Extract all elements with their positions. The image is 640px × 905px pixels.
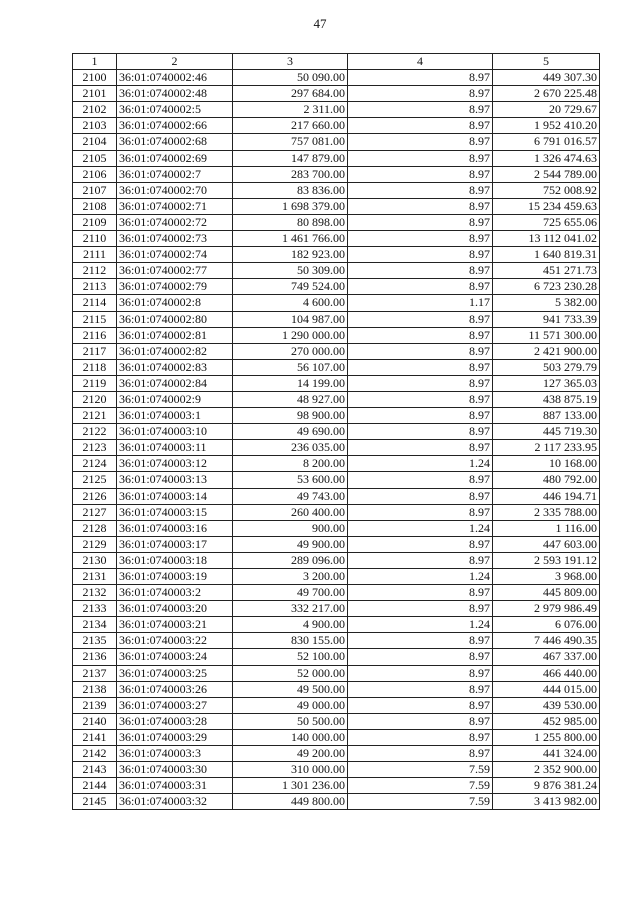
row-number-cell: 2119 (73, 375, 117, 391)
value-cell: 2 544 789.00 (493, 166, 600, 182)
row-number-cell: 2100 (73, 70, 117, 86)
row-number-cell: 2140 (73, 713, 117, 729)
row-number-cell: 2127 (73, 504, 117, 520)
rate-cell: 8.97 (348, 279, 493, 295)
value-cell: 6 723 230.28 (493, 279, 600, 295)
row-number-cell: 2129 (73, 536, 117, 552)
value-cell: 20 729.67 (493, 102, 600, 118)
table-row (73, 488, 600, 504)
value-cell: 2 421 900.00 (493, 343, 600, 359)
area-cell: 310 000.00 (233, 762, 348, 778)
area-cell: 297 684.00 (233, 86, 348, 102)
area-cell: 50 500.00 (233, 713, 348, 729)
table-row (73, 697, 600, 713)
value-cell: 10 168.00 (493, 456, 600, 472)
rate-cell: 8.97 (348, 86, 493, 102)
cadastral-number-cell: 36:01:0740003:27 (117, 697, 233, 713)
area-cell: 260 400.00 (233, 504, 348, 520)
rate-cell: 8.97 (348, 585, 493, 601)
area-cell: 749 524.00 (233, 279, 348, 295)
cadastral-number-cell: 36:01:0740003:12 (117, 456, 233, 472)
cadastral-number-cell: 36:01:0740002:72 (117, 214, 233, 230)
table-row (73, 601, 600, 617)
area-cell: 289 096.00 (233, 552, 348, 568)
cadastral-number-cell: 36:01:0740002:68 (117, 134, 233, 150)
rate-cell: 8.97 (348, 729, 493, 745)
value-cell: 5 382.00 (493, 295, 600, 311)
cadastral-number-cell: 36:01:0740003:22 (117, 633, 233, 649)
column-header-4: 4 (348, 54, 493, 70)
row-number-cell: 2138 (73, 681, 117, 697)
row-number-cell: 2124 (73, 456, 117, 472)
value-cell: 467 337.00 (493, 649, 600, 665)
rate-cell: 1.24 (348, 456, 493, 472)
table-row (73, 520, 600, 536)
table-row (73, 198, 600, 214)
rate-cell: 8.97 (348, 263, 493, 279)
value-cell: 445 719.30 (493, 424, 600, 440)
rate-cell: 8.97 (348, 247, 493, 263)
value-cell: 2 670 225.48 (493, 86, 600, 102)
area-cell: 757 081.00 (233, 134, 348, 150)
table-row (73, 375, 600, 391)
table-row (73, 569, 600, 585)
row-number-cell: 2135 (73, 633, 117, 649)
table-row (73, 214, 600, 230)
value-cell: 1 116.00 (493, 520, 600, 536)
row-number-cell: 2113 (73, 279, 117, 295)
cadastral-number-cell: 36:01:0740002:80 (117, 311, 233, 327)
area-cell: 147 879.00 (233, 150, 348, 166)
cadastral-number-cell: 36:01:0740003:13 (117, 472, 233, 488)
rate-cell: 8.97 (348, 552, 493, 568)
rate-cell: 1.24 (348, 617, 493, 633)
area-cell: 80 898.00 (233, 214, 348, 230)
value-cell: 438 875.19 (493, 391, 600, 407)
area-cell: 3 200.00 (233, 569, 348, 585)
value-cell: 3 413 982.00 (493, 794, 600, 810)
table-row (73, 472, 600, 488)
table-row (73, 166, 600, 182)
cadastral-number-cell: 36:01:0740002:8 (117, 295, 233, 311)
table-row (73, 408, 600, 424)
row-number-cell: 2107 (73, 182, 117, 198)
cadastral-number-cell: 36:01:0740003:15 (117, 504, 233, 520)
table-row (73, 327, 600, 343)
row-number-cell: 2114 (73, 295, 117, 311)
cadastral-number-cell: 36:01:0740003:28 (117, 713, 233, 729)
cadastral-number-cell: 36:01:0740002:7 (117, 166, 233, 182)
rate-cell: 8.97 (348, 649, 493, 665)
cadastral-number-cell: 36:01:0740002:79 (117, 279, 233, 295)
row-number-cell: 2101 (73, 86, 117, 102)
table-row (73, 279, 600, 295)
cadastral-number-cell: 36:01:0740002:71 (117, 198, 233, 214)
area-cell: 53 600.00 (233, 472, 348, 488)
area-cell: 4 900.00 (233, 617, 348, 633)
table-row (73, 536, 600, 552)
rate-cell: 1.17 (348, 295, 493, 311)
cadastral-number-cell: 36:01:0740003:10 (117, 424, 233, 440)
value-cell: 3 968.00 (493, 569, 600, 585)
value-cell: 2 979 986.49 (493, 601, 600, 617)
table-row (73, 263, 600, 279)
table-row (73, 778, 600, 794)
value-cell: 127 365.03 (493, 375, 600, 391)
rate-cell: 7.59 (348, 778, 493, 794)
area-cell: 14 199.00 (233, 375, 348, 391)
value-cell: 480 792.00 (493, 472, 600, 488)
table-row (73, 440, 600, 456)
rate-cell: 8.97 (348, 166, 493, 182)
value-cell: 2 117 233.95 (493, 440, 600, 456)
row-number-cell: 2109 (73, 214, 117, 230)
cadastral-number-cell: 36:01:0740003:2 (117, 585, 233, 601)
area-cell: 104 987.00 (233, 311, 348, 327)
value-cell: 449 307.30 (493, 70, 600, 86)
area-cell: 48 927.00 (233, 391, 348, 407)
area-cell: 83 836.00 (233, 182, 348, 198)
rate-cell: 7.59 (348, 794, 493, 810)
rate-cell: 8.97 (348, 231, 493, 247)
row-number-cell: 2133 (73, 601, 117, 617)
value-cell: 444 015.00 (493, 681, 600, 697)
row-number-cell: 2112 (73, 263, 117, 279)
cadastral-number-cell: 36:01:0740002:46 (117, 70, 233, 86)
cadastral-number-cell: 36:01:0740003:25 (117, 665, 233, 681)
rate-cell: 8.97 (348, 375, 493, 391)
rate-cell: 8.97 (348, 359, 493, 375)
value-cell: 941 733.39 (493, 311, 600, 327)
rate-cell: 8.97 (348, 536, 493, 552)
rate-cell: 8.97 (348, 681, 493, 697)
column-header-1: 1 (73, 54, 117, 70)
table-row (73, 295, 600, 311)
rate-cell: 8.97 (348, 440, 493, 456)
table-row (73, 391, 600, 407)
cadastral-number-cell: 36:01:0740002:82 (117, 343, 233, 359)
area-cell: 49 900.00 (233, 536, 348, 552)
value-cell: 503 279.79 (493, 359, 600, 375)
row-number-cell: 2111 (73, 247, 117, 263)
rate-cell: 8.97 (348, 327, 493, 343)
value-cell: 15 234 459.63 (493, 198, 600, 214)
cadastral-number-cell: 36:01:0740003:29 (117, 729, 233, 745)
area-cell: 332 217.00 (233, 601, 348, 617)
cadastral-number-cell: 36:01:0740003:16 (117, 520, 233, 536)
area-cell: 236 035.00 (233, 440, 348, 456)
value-cell: 445 809.00 (493, 585, 600, 601)
area-cell: 8 200.00 (233, 456, 348, 472)
area-cell: 52 100.00 (233, 649, 348, 665)
rate-cell: 8.97 (348, 182, 493, 198)
data-table (72, 53, 600, 810)
row-number-cell: 2145 (73, 794, 117, 810)
table-row (73, 633, 600, 649)
table-row (73, 70, 600, 86)
rate-cell: 7.59 (348, 762, 493, 778)
area-cell: 217 660.00 (233, 118, 348, 134)
value-cell: 441 324.00 (493, 746, 600, 762)
table-row (73, 102, 600, 118)
cadastral-number-cell: 36:01:0740003:18 (117, 552, 233, 568)
table-row (73, 504, 600, 520)
table-row (73, 150, 600, 166)
table-row (73, 746, 600, 762)
area-cell: 270 000.00 (233, 343, 348, 359)
cadastral-number-cell: 36:01:0740002:9 (117, 391, 233, 407)
rate-cell: 8.97 (348, 697, 493, 713)
table-row (73, 713, 600, 729)
value-cell: 7 446 490.35 (493, 633, 600, 649)
rate-cell: 1.24 (348, 520, 493, 536)
table-row (73, 424, 600, 440)
row-number-cell: 2134 (73, 617, 117, 633)
table-row (73, 343, 600, 359)
cadastral-number-cell: 36:01:0740002:81 (117, 327, 233, 343)
table-body (73, 70, 600, 810)
row-number-cell: 2125 (73, 472, 117, 488)
rate-cell: 8.97 (348, 472, 493, 488)
value-cell: 725 655.06 (493, 214, 600, 230)
rate-cell: 8.97 (348, 391, 493, 407)
rate-cell: 8.97 (348, 102, 493, 118)
table-row (73, 118, 600, 134)
area-cell: 4 600.00 (233, 295, 348, 311)
row-number-cell: 2116 (73, 327, 117, 343)
table-header-row (73, 54, 600, 70)
row-number-cell: 2141 (73, 729, 117, 745)
cadastral-number-cell: 36:01:0740003:21 (117, 617, 233, 633)
rate-cell: 8.97 (348, 311, 493, 327)
rate-cell: 8.97 (348, 488, 493, 504)
rate-cell: 8.97 (348, 408, 493, 424)
area-cell: 182 923.00 (233, 247, 348, 263)
value-cell: 6 076.00 (493, 617, 600, 633)
area-cell: 98 900.00 (233, 408, 348, 424)
cadastral-number-cell: 36:01:0740002:48 (117, 86, 233, 102)
row-number-cell: 2130 (73, 552, 117, 568)
value-cell: 447 603.00 (493, 536, 600, 552)
row-number-cell: 2132 (73, 585, 117, 601)
rate-cell: 8.97 (348, 134, 493, 150)
table-row (73, 794, 600, 810)
row-number-cell: 2137 (73, 665, 117, 681)
row-number-cell: 2131 (73, 569, 117, 585)
cadastral-number-cell: 36:01:0740003:1 (117, 408, 233, 424)
table-row (73, 456, 600, 472)
rate-cell: 8.97 (348, 343, 493, 359)
value-cell: 11 571 300.00 (493, 327, 600, 343)
table-row (73, 585, 600, 601)
cadastral-number-cell: 36:01:0740003:17 (117, 536, 233, 552)
row-number-cell: 2120 (73, 391, 117, 407)
rate-cell: 8.97 (348, 198, 493, 214)
row-number-cell: 2110 (73, 231, 117, 247)
cadastral-number-cell: 36:01:0740003:26 (117, 681, 233, 697)
cadastral-number-cell: 36:01:0740003:14 (117, 488, 233, 504)
table-row (73, 247, 600, 263)
cadastral-number-cell: 36:01:0740002:70 (117, 182, 233, 198)
value-cell: 446 194.71 (493, 488, 600, 504)
value-cell: 439 530.00 (493, 697, 600, 713)
row-number-cell: 2118 (73, 359, 117, 375)
table-row (73, 231, 600, 247)
table-row (73, 762, 600, 778)
row-number-cell: 2122 (73, 424, 117, 440)
row-number-cell: 2103 (73, 118, 117, 134)
area-cell: 49 690.00 (233, 424, 348, 440)
value-cell: 1 952 410.20 (493, 118, 600, 134)
rate-cell: 8.97 (348, 70, 493, 86)
area-cell: 2 311.00 (233, 102, 348, 118)
table-row (73, 552, 600, 568)
area-cell: 1 461 766.00 (233, 231, 348, 247)
row-number-cell: 2121 (73, 408, 117, 424)
area-cell: 49 700.00 (233, 585, 348, 601)
rate-cell: 8.97 (348, 746, 493, 762)
row-number-cell: 2144 (73, 778, 117, 794)
area-cell: 49 500.00 (233, 681, 348, 697)
cadastral-number-cell: 36:01:0740003:11 (117, 440, 233, 456)
value-cell: 752 008.92 (493, 182, 600, 198)
column-header-5: 5 (493, 54, 600, 70)
row-number-cell: 2104 (73, 134, 117, 150)
value-cell: 2 352 900.00 (493, 762, 600, 778)
area-cell: 49 743.00 (233, 488, 348, 504)
row-number-cell: 2102 (73, 102, 117, 118)
cadastral-number-cell: 36:01:0740003:19 (117, 569, 233, 585)
cadastral-number-cell: 36:01:0740003:3 (117, 746, 233, 762)
row-number-cell: 2139 (73, 697, 117, 713)
cadastral-number-cell: 36:01:0740002:83 (117, 359, 233, 375)
row-number-cell: 2105 (73, 150, 117, 166)
table-row (73, 311, 600, 327)
area-cell: 140 000.00 (233, 729, 348, 745)
area-cell: 56 107.00 (233, 359, 348, 375)
table-row (73, 729, 600, 745)
value-cell: 452 985.00 (493, 713, 600, 729)
value-cell: 887 133.00 (493, 408, 600, 424)
value-cell: 466 440.00 (493, 665, 600, 681)
rate-cell: 8.97 (348, 504, 493, 520)
page-number: 47 (313, 16, 327, 31)
cadastral-number-cell: 36:01:0740002:74 (117, 247, 233, 263)
value-cell: 451 271.73 (493, 263, 600, 279)
row-number-cell: 2128 (73, 520, 117, 536)
rate-cell: 8.97 (348, 601, 493, 617)
value-cell: 1 640 819.31 (493, 247, 600, 263)
value-cell: 2 593 191.12 (493, 552, 600, 568)
cadastral-number-cell: 36:01:0740003:20 (117, 601, 233, 617)
area-cell: 1 290 000.00 (233, 327, 348, 343)
cadastral-number-cell: 36:01:0740003:31 (117, 778, 233, 794)
row-number-cell: 2136 (73, 649, 117, 665)
rate-cell: 8.97 (348, 633, 493, 649)
value-cell: 6 791 016.57 (493, 134, 600, 150)
area-cell: 1 301 236.00 (233, 778, 348, 794)
area-cell: 830 155.00 (233, 633, 348, 649)
area-cell: 52 000.00 (233, 665, 348, 681)
value-cell: 1 326 474.63 (493, 150, 600, 166)
area-cell: 49 200.00 (233, 746, 348, 762)
cadastral-number-cell: 36:01:0740002:5 (117, 102, 233, 118)
rate-cell: 8.97 (348, 118, 493, 134)
table-row (73, 681, 600, 697)
rate-cell: 8.97 (348, 424, 493, 440)
area-cell: 449 800.00 (233, 794, 348, 810)
table-row (73, 649, 600, 665)
row-number-cell: 2115 (73, 311, 117, 327)
area-cell: 900.00 (233, 520, 348, 536)
table-row (73, 134, 600, 150)
row-number-cell: 2117 (73, 343, 117, 359)
value-cell: 9 876 381.24 (493, 778, 600, 794)
cadastral-number-cell: 36:01:0740002:84 (117, 375, 233, 391)
value-cell: 1 255 800.00 (493, 729, 600, 745)
rate-cell: 1.24 (348, 569, 493, 585)
row-number-cell: 2142 (73, 746, 117, 762)
column-header-2: 2 (117, 54, 233, 70)
area-cell: 49 000.00 (233, 697, 348, 713)
area-cell: 283 700.00 (233, 166, 348, 182)
table-row (73, 182, 600, 198)
cadastral-number-cell: 36:01:0740002:66 (117, 118, 233, 134)
cadastral-number-cell: 36:01:0740003:32 (117, 794, 233, 810)
row-number-cell: 2108 (73, 198, 117, 214)
row-number-cell: 2143 (73, 762, 117, 778)
rate-cell: 8.97 (348, 665, 493, 681)
area-cell: 50 090.00 (233, 70, 348, 86)
area-cell: 1 698 379.00 (233, 198, 348, 214)
row-number-cell: 2123 (73, 440, 117, 456)
table-row (73, 665, 600, 681)
cadastral-number-cell: 36:01:0740003:24 (117, 649, 233, 665)
table-row (73, 359, 600, 375)
cadastral-number-cell: 36:01:0740002:69 (117, 150, 233, 166)
rate-cell: 8.97 (348, 713, 493, 729)
row-number-cell: 2126 (73, 488, 117, 504)
value-cell: 2 335 788.00 (493, 504, 600, 520)
cadastral-number-cell: 36:01:0740002:77 (117, 263, 233, 279)
rate-cell: 8.97 (348, 214, 493, 230)
row-number-cell: 2106 (73, 166, 117, 182)
cadastral-number-cell: 36:01:0740002:73 (117, 231, 233, 247)
rate-cell: 8.97 (348, 150, 493, 166)
table-row (73, 617, 600, 633)
value-cell: 13 112 041.02 (493, 231, 600, 247)
area-cell: 50 309.00 (233, 263, 348, 279)
cadastral-number-cell: 36:01:0740003:30 (117, 762, 233, 778)
table-row (73, 86, 600, 102)
column-header-3: 3 (233, 54, 348, 70)
